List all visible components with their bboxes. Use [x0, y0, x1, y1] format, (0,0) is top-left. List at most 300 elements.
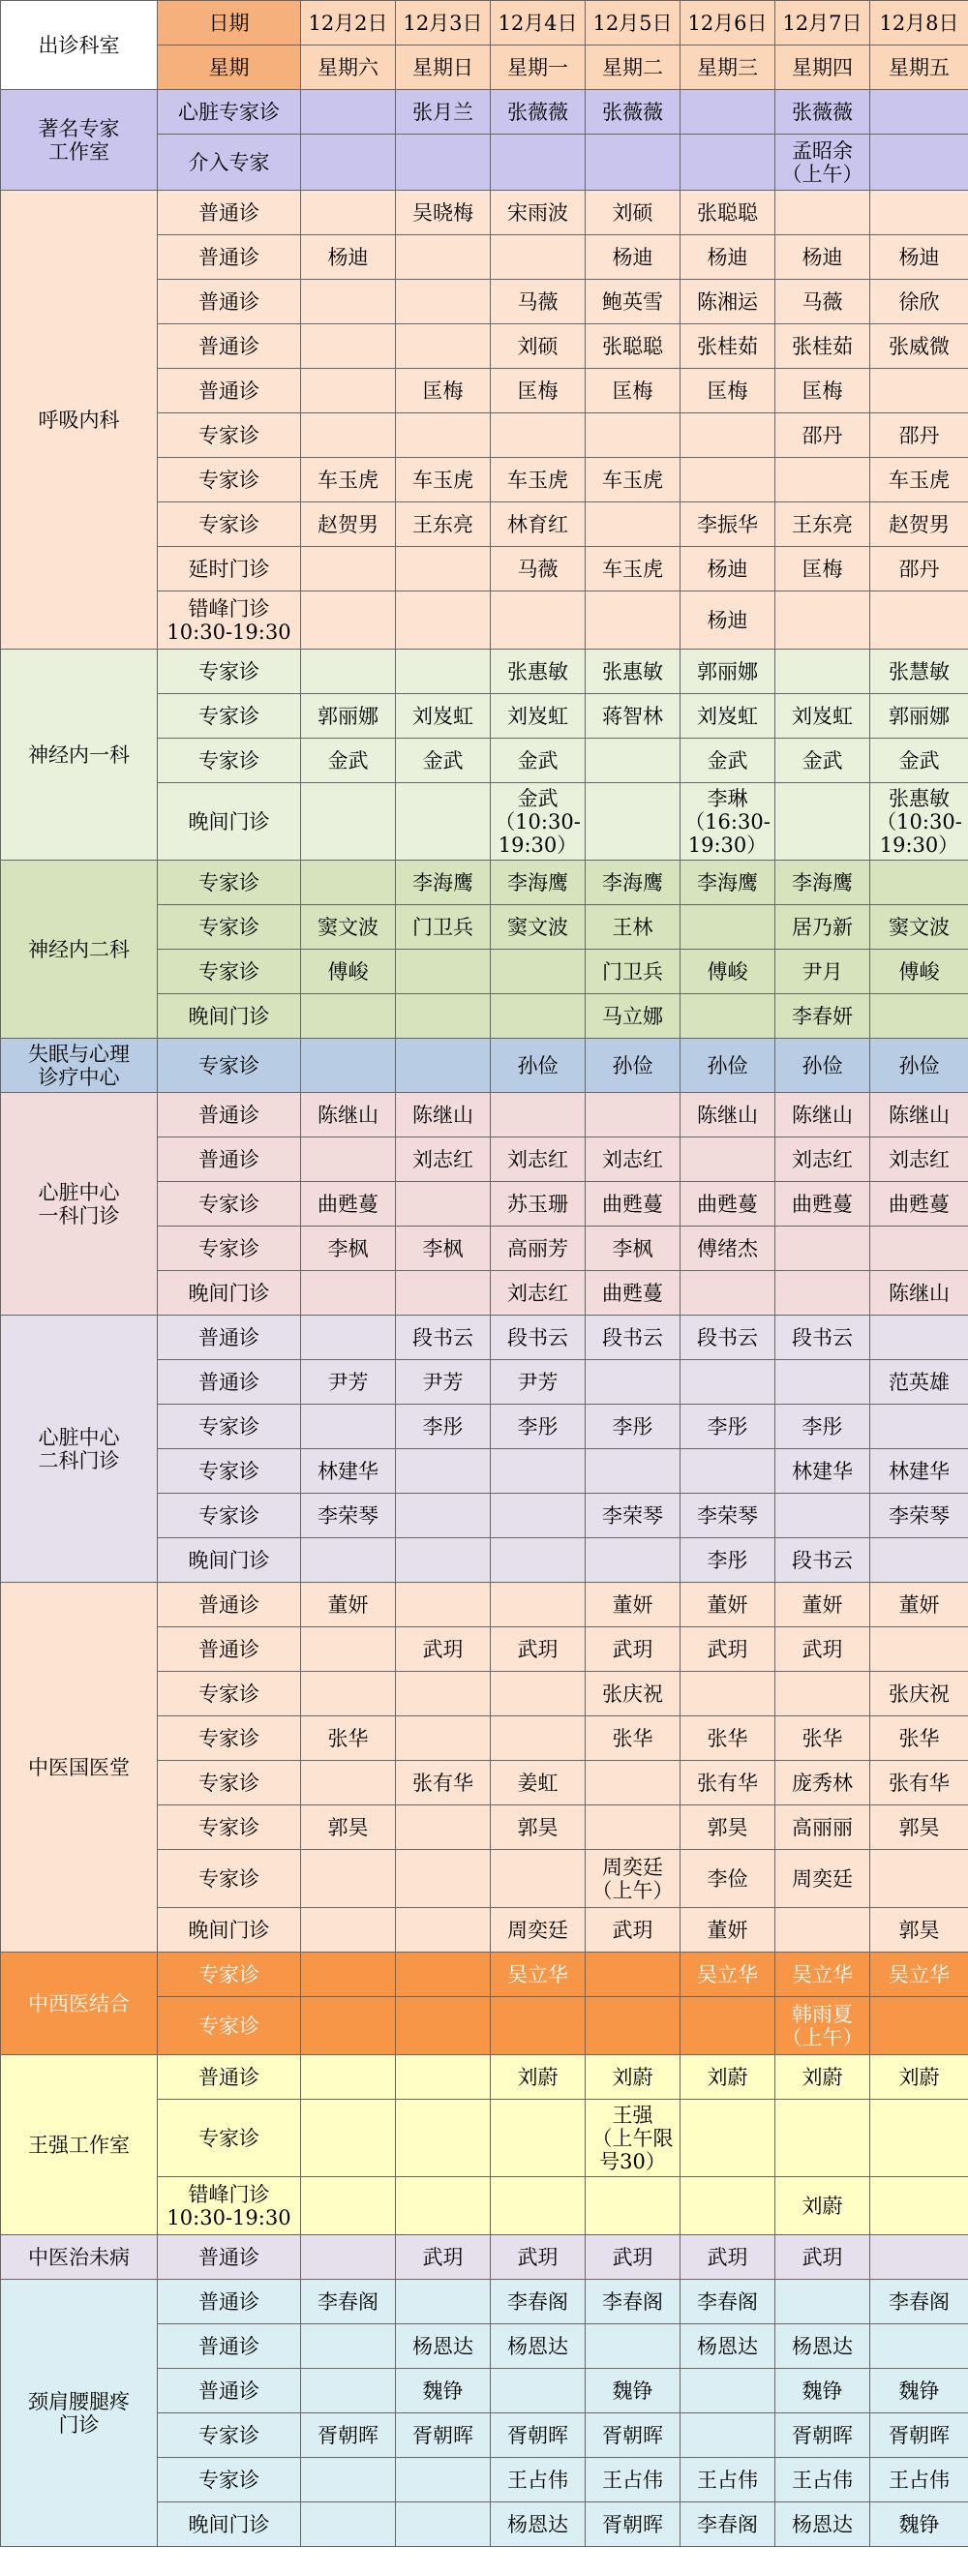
doctor-cell: 王林 — [586, 905, 681, 950]
doctor-cell — [870, 2100, 968, 2177]
doctor-cell: 李春阁 — [681, 2502, 775, 2547]
doctor-cell: 蒋智林 — [586, 694, 681, 739]
doctor-cell: 王占伟 — [586, 2458, 681, 2502]
doctor-cell — [870, 1316, 968, 1360]
schedule-row — [1, 1953, 968, 1997]
doctor-cell — [396, 2280, 491, 2324]
doctor-cell — [681, 2413, 775, 2458]
doctor-cell: 张薇薇 — [491, 90, 586, 135]
doctor-cell — [396, 135, 491, 191]
doctor-cell — [870, 2177, 968, 2235]
doctor-cell — [586, 783, 681, 861]
doctor-cell — [870, 1227, 968, 1271]
doctor-cell — [301, 1538, 396, 1583]
doctor-cell: 陈继山 — [681, 1093, 775, 1137]
doctor-cell — [775, 1227, 870, 1271]
date-cell: 12月2日 — [301, 1, 396, 45]
doctor-cell: 吴立华 — [491, 1953, 586, 1997]
doctor-cell: 李彤 — [396, 1405, 491, 1449]
clinic-type: 专家诊 — [158, 1039, 301, 1093]
doctor-cell: 刘蔚 — [870, 2055, 968, 2100]
department-name: 中医国医堂 — [1, 1583, 158, 1953]
doctor-cell: 庞秀林 — [775, 1761, 870, 1805]
doctor-cell: 刘蔚 — [491, 2055, 586, 2100]
clinic-type: 专家诊 — [158, 1672, 301, 1716]
schedule-row — [1, 1039, 968, 1093]
doctor-cell: 匡梅 — [681, 369, 775, 413]
doctor-cell — [491, 950, 586, 994]
weekday-label: 星期 — [158, 45, 301, 90]
doctor-cell — [491, 1583, 586, 1627]
doctor-cell: 车玉虎 — [870, 458, 968, 502]
doctor-cell: 孙俭 — [586, 1039, 681, 1093]
weekday-cell: 星期日 — [396, 45, 491, 90]
doctor-cell: 杨迪 — [870, 235, 968, 280]
doctor-cell — [396, 1953, 491, 1997]
doctor-cell — [870, 2324, 968, 2369]
doctor-cell: 匡梅 — [586, 369, 681, 413]
weekday-cell: 星期一 — [491, 45, 586, 90]
doctor-cell: 刘蔚 — [775, 2055, 870, 2100]
doctor-cell — [396, 950, 491, 994]
doctor-cell: 刘岌虹 — [681, 694, 775, 739]
doctor-cell: 鲍英雪 — [586, 280, 681, 324]
clinic-type: 专家诊 — [158, 950, 301, 994]
doctor-cell — [681, 2369, 775, 2413]
doctor-cell: 董妍 — [775, 1583, 870, 1627]
clinic-type: 普通诊 — [158, 1137, 301, 1182]
doctor-cell — [586, 1449, 681, 1494]
doctor-cell — [396, 2177, 491, 2235]
doctor-cell: 郭昊 — [301, 1805, 396, 1850]
doctor-cell: 郭昊 — [870, 1805, 968, 1850]
doctor-cell: 武玥 — [681, 1627, 775, 1672]
doctor-cell — [396, 280, 491, 324]
clinic-type: 专家诊 — [158, 1227, 301, 1271]
doctor-cell: 武玥 — [775, 1627, 870, 1672]
doctor-cell — [491, 1850, 586, 1908]
doctor-cell: 刘蔚 — [586, 2055, 681, 2100]
schedule-body — [1, 90, 968, 2547]
doctor-cell: 刘志红 — [491, 1271, 586, 1316]
doctor-cell: 刘蔚 — [775, 2177, 870, 2235]
clinic-type: 晚间门诊 — [158, 994, 301, 1039]
doctor-cell: 张薇薇 — [775, 90, 870, 135]
doctor-cell: 李荣琴 — [681, 1494, 775, 1538]
doctor-cell — [586, 135, 681, 191]
doctor-cell: 匡梅 — [491, 369, 586, 413]
doctor-cell: 胥朝晖 — [870, 2413, 968, 2458]
clinic-type: 专家诊 — [158, 1182, 301, 1227]
doctor-cell — [870, 861, 968, 905]
doctor-cell: 曲甦蔓 — [681, 1182, 775, 1227]
doctor-cell: 郭丽娜 — [681, 650, 775, 694]
doctor-cell: 王东亮 — [396, 502, 491, 547]
doctor-cell — [301, 1627, 396, 1672]
doctor-cell: 杨恩达 — [396, 2324, 491, 2369]
doctor-cell: 傅绪杰 — [681, 1227, 775, 1271]
doctor-cell — [491, 1716, 586, 1761]
doctor-cell — [870, 1538, 968, 1583]
doctor-cell: 段书云 — [586, 1316, 681, 1360]
doctor-cell — [775, 650, 870, 694]
clinic-type: 心脏专家诊 — [158, 90, 301, 135]
date-cell: 12月3日 — [396, 1, 491, 45]
doctor-cell: 张有华 — [870, 1761, 968, 1805]
doctor-cell — [870, 191, 968, 235]
clinic-type: 专家诊 — [158, 2100, 301, 2177]
doctor-cell — [491, 994, 586, 1039]
department-name: 神经内二科 — [1, 861, 158, 1039]
doctor-cell — [491, 413, 586, 458]
doctor-cell: 李彤 — [586, 1405, 681, 1449]
doctor-cell — [301, 2100, 396, 2177]
doctor-cell: 孙俭 — [681, 1039, 775, 1093]
doctor-cell — [301, 994, 396, 1039]
doctor-cell — [396, 1908, 491, 1953]
department-name: 神经内一科 — [1, 650, 158, 861]
doctor-cell: 杨迪 — [681, 591, 775, 650]
doctor-cell — [775, 591, 870, 650]
doctor-cell: 李海鹰 — [396, 861, 491, 905]
doctor-cell — [586, 2324, 681, 2369]
doctor-cell: 胥朝晖 — [396, 2413, 491, 2458]
doctor-cell: 尹芳 — [491, 1360, 586, 1405]
doctor-cell: 李枫 — [301, 1227, 396, 1271]
doctor-cell: 刘岌虹 — [775, 694, 870, 739]
clinic-type: 专家诊 — [158, 1716, 301, 1761]
doctor-cell: 曲甦蔓 — [775, 1182, 870, 1227]
doctor-cell: 李荣琴 — [586, 1494, 681, 1538]
doctor-cell: 孟昭余 （上午） — [775, 135, 870, 191]
doctor-cell: 孙俭 — [870, 1039, 968, 1093]
clinic-type: 普通诊 — [158, 1583, 301, 1627]
clinic-type: 专家诊 — [158, 2413, 301, 2458]
doctor-cell — [301, 2235, 396, 2280]
doctor-cell — [396, 413, 491, 458]
doctor-cell: 张惠敏 — [491, 650, 586, 694]
doctor-cell: 武玥 — [775, 2235, 870, 2280]
doctor-cell: 车玉虎 — [301, 458, 396, 502]
clinic-type: 专家诊 — [158, 1850, 301, 1908]
doctor-cell: 赵贺男 — [301, 502, 396, 547]
doctor-cell: 门卫兵 — [396, 905, 491, 950]
department-name: 呼吸内科 — [1, 191, 158, 650]
doctor-cell: 张慧敏 — [870, 650, 968, 694]
doctor-cell — [681, 1997, 775, 2055]
doctor-cell: 刘志红 — [870, 1137, 968, 1182]
doctor-cell: 陈继山 — [870, 1271, 968, 1316]
doctor-cell: 吴晓梅 — [396, 191, 491, 235]
doctor-cell — [775, 2280, 870, 2324]
clinic-type: 普通诊 — [158, 1627, 301, 1672]
doctor-cell: 傅峻 — [681, 950, 775, 994]
doctor-cell: 金武 — [301, 739, 396, 783]
doctor-cell: 张聪聪 — [586, 324, 681, 369]
weekday-cell: 星期六 — [301, 45, 396, 90]
doctor-cell — [870, 135, 968, 191]
clinic-type: 专家诊 — [158, 1494, 301, 1538]
doctor-cell — [301, 2177, 396, 2235]
doctor-cell: 李海鹰 — [681, 861, 775, 905]
doctor-cell: 张有华 — [396, 1761, 491, 1805]
schedule-row — [1, 191, 968, 235]
clinic-type: 专家诊 — [158, 458, 301, 502]
doctor-cell — [301, 547, 396, 591]
doctor-cell: 杨恩达 — [491, 2324, 586, 2369]
clinic-type: 普通诊 — [158, 2280, 301, 2324]
doctor-cell: 李彤 — [681, 1405, 775, 1449]
weekday-cell: 星期五 — [870, 45, 968, 90]
doctor-cell — [396, 2458, 491, 2502]
doctor-cell: 刘蔚 — [681, 2055, 775, 2100]
doctor-cell: 李春阁 — [491, 2280, 586, 2324]
doctor-cell — [396, 650, 491, 694]
doctor-cell: 刘岌虹 — [491, 694, 586, 739]
doctor-cell: 段书云 — [396, 1316, 491, 1360]
doctor-cell — [491, 1449, 586, 1494]
clinic-type: 晚间门诊 — [158, 1908, 301, 1953]
doctor-cell — [491, 135, 586, 191]
clinic-type: 专家诊 — [158, 1997, 301, 2055]
doctor-cell: 董妍 — [681, 1908, 775, 1953]
clinic-type: 普通诊 — [158, 191, 301, 235]
clinic-type: 普通诊 — [158, 1093, 301, 1137]
doctor-cell — [301, 591, 396, 650]
schedule-row — [1, 1583, 968, 1627]
department-name: 心脏中心 一科门诊 — [1, 1093, 158, 1316]
doctor-cell: 尹芳 — [301, 1360, 396, 1405]
date-label: 日期 — [158, 1, 301, 45]
doctor-cell — [301, 1271, 396, 1316]
doctor-cell: 孙俭 — [491, 1039, 586, 1093]
doctor-cell: 武玥 — [681, 2235, 775, 2280]
clinic-type: 普通诊 — [158, 2324, 301, 2369]
doctor-cell: 张有华 — [681, 1761, 775, 1805]
doctor-cell — [870, 1405, 968, 1449]
clinic-type: 普通诊 — [158, 280, 301, 324]
doctor-cell: 段书云 — [775, 1316, 870, 1360]
doctor-cell: 金武 — [681, 739, 775, 783]
clinic-type: 晚间门诊 — [158, 783, 301, 861]
doctor-cell — [775, 1908, 870, 1953]
doctor-cell: 段书云 — [775, 1538, 870, 1583]
clinic-type: 专家诊 — [158, 1953, 301, 1997]
weekday-cell: 星期三 — [681, 45, 775, 90]
doctor-cell — [301, 1850, 396, 1908]
clinic-type: 普通诊 — [158, 2055, 301, 2100]
doctor-cell: 武玥 — [491, 1627, 586, 1672]
doctor-cell: 杨迪 — [586, 235, 681, 280]
doctor-cell: 胥朝晖 — [301, 2413, 396, 2458]
doctor-cell: 杨恩达 — [681, 2324, 775, 2369]
doctor-cell: 张华 — [301, 1716, 396, 1761]
doctor-cell — [491, 2369, 586, 2413]
doctor-cell: 董妍 — [681, 1583, 775, 1627]
doctor-cell — [870, 1850, 968, 1908]
clinic-type: 延时门诊 — [158, 547, 301, 591]
doctor-cell — [681, 1360, 775, 1405]
doctor-cell — [396, 1271, 491, 1316]
clinic-type: 普通诊 — [158, 2369, 301, 2413]
doctor-cell — [870, 1997, 968, 2055]
doctor-cell: 杨恩达 — [775, 2502, 870, 2547]
doctor-cell: 金武 （10:30- 19:30） — [491, 783, 586, 861]
doctor-cell — [396, 547, 491, 591]
doctor-cell — [301, 90, 396, 135]
doctor-cell: 赵贺男 — [870, 502, 968, 547]
doctor-cell: 邵丹 — [775, 413, 870, 458]
doctor-cell: 刘志红 — [586, 1137, 681, 1182]
doctor-cell — [396, 591, 491, 650]
doctor-cell — [396, 1494, 491, 1538]
doctor-cell: 王占伟 — [491, 2458, 586, 2502]
doctor-cell: 王占伟 — [681, 2458, 775, 2502]
department-name: 中医治未病 — [1, 2235, 158, 2280]
doctor-cell — [301, 1672, 396, 1716]
doctor-cell — [396, 1997, 491, 2055]
doctor-cell: 张惠敏 — [586, 650, 681, 694]
doctor-cell — [301, 2458, 396, 2502]
doctor-cell: 居乃新 — [775, 905, 870, 950]
doctor-cell: 宋雨波 — [491, 191, 586, 235]
clinic-type: 普通诊 — [158, 235, 301, 280]
doctor-cell: 李春阁 — [301, 2280, 396, 2324]
doctor-cell: 郭昊 — [681, 1805, 775, 1850]
doctor-cell — [586, 1997, 681, 2055]
doctor-cell: 张聪聪 — [681, 191, 775, 235]
doctor-cell: 郭昊 — [491, 1805, 586, 1850]
doctor-cell — [301, 2502, 396, 2547]
doctor-cell: 窦文波 — [870, 905, 968, 950]
doctor-cell — [681, 905, 775, 950]
doctor-cell: 李海鹰 — [491, 861, 586, 905]
doctor-cell — [396, 1182, 491, 1227]
clinic-type: 普通诊 — [158, 369, 301, 413]
doctor-cell: 周奕廷 （上午） — [586, 1850, 681, 1908]
doctor-cell — [491, 1093, 586, 1137]
doctor-cell — [301, 369, 396, 413]
doctor-cell: 傅峻 — [301, 950, 396, 994]
date-cell: 12月5日 — [586, 1, 681, 45]
doctor-cell — [301, 1137, 396, 1182]
schedule-row — [1, 1093, 968, 1137]
doctor-cell: 张月兰 — [396, 90, 491, 135]
doctor-cell: 杨恩达 — [491, 2502, 586, 2547]
doctor-cell: 董妍 — [870, 1583, 968, 1627]
doctor-cell: 李春阁 — [870, 2280, 968, 2324]
doctor-cell: 段书云 — [491, 1316, 586, 1360]
doctor-cell — [491, 1494, 586, 1538]
doctor-cell: 李彤 — [775, 1405, 870, 1449]
doctor-cell — [775, 783, 870, 861]
doctor-cell — [396, 1672, 491, 1716]
doctor-cell: 尹芳 — [396, 1360, 491, 1405]
doctor-cell — [870, 591, 968, 650]
doctor-cell: 门卫兵 — [586, 950, 681, 994]
header-date-row — [1, 1, 968, 45]
doctor-cell: 王东亮 — [775, 502, 870, 547]
doctor-cell: 尹月 — [775, 950, 870, 994]
doctor-cell: 张桂茹 — [775, 324, 870, 369]
doctor-cell — [396, 2055, 491, 2100]
doctor-cell: 李荣琴 — [870, 1494, 968, 1538]
weekday-cell: 星期四 — [775, 45, 870, 90]
doctor-cell: 金武 — [396, 739, 491, 783]
doctor-cell: 李海鹰 — [775, 861, 870, 905]
doctor-cell — [491, 1538, 586, 1583]
doctor-cell: 刘硕 — [491, 324, 586, 369]
doctor-cell — [396, 324, 491, 369]
doctor-cell: 马薇 — [775, 280, 870, 324]
doctor-cell — [301, 191, 396, 235]
schedule-row — [1, 650, 968, 694]
clinic-type: 专家诊 — [158, 1449, 301, 1494]
doctor-cell — [301, 1953, 396, 1997]
doctor-cell — [870, 994, 968, 1039]
doctor-cell: 杨迪 — [775, 235, 870, 280]
doctor-cell: 刘志红 — [396, 1137, 491, 1182]
doctor-cell: 周奕廷 — [491, 1908, 586, 1953]
doctor-cell — [681, 2177, 775, 2235]
doctor-cell: 董妍 — [301, 1583, 396, 1627]
doctor-cell: 魏铮 — [775, 2369, 870, 2413]
clinic-type: 专家诊 — [158, 1405, 301, 1449]
doctor-cell — [586, 1953, 681, 1997]
clinic-type: 普通诊 — [158, 1316, 301, 1360]
doctor-cell — [586, 1761, 681, 1805]
doctor-cell: 曲甦蔓 — [586, 1182, 681, 1227]
doctor-cell: 魏铮 — [586, 2369, 681, 2413]
doctor-cell — [586, 1093, 681, 1137]
doctor-cell — [775, 1360, 870, 1405]
doctor-cell: 车玉虎 — [586, 547, 681, 591]
doctor-cell: 郭昊 — [870, 1908, 968, 1953]
clinic-type: 晚间门诊 — [158, 1538, 301, 1583]
doctor-cell: 孙俭 — [775, 1039, 870, 1093]
department-name: 失眠与心理 诊疗中心 — [1, 1039, 158, 1093]
doctor-cell: 刘志红 — [491, 1137, 586, 1182]
date-cell: 12月6日 — [681, 1, 775, 45]
doctor-cell — [396, 1449, 491, 1494]
doctor-cell: 金武 — [870, 739, 968, 783]
schedule-row — [1, 861, 968, 905]
doctor-cell: 林建华 — [301, 1449, 396, 1494]
doctor-cell: 魏铮 — [870, 2502, 968, 2547]
doctor-cell: 匡梅 — [396, 369, 491, 413]
clinic-type: 介入专家 — [158, 135, 301, 191]
doctor-cell: 高丽芳 — [491, 1227, 586, 1271]
doctor-cell: 杨迪 — [681, 547, 775, 591]
clinic-type: 普通诊 — [158, 1360, 301, 1405]
doctor-cell — [301, 1761, 396, 1805]
doctor-cell: 刘志红 — [775, 1137, 870, 1182]
clinic-type: 专家诊 — [158, 502, 301, 547]
doctor-cell — [681, 413, 775, 458]
doctor-cell — [301, 324, 396, 369]
doctor-cell — [870, 2235, 968, 2280]
doctor-cell: 车玉虎 — [491, 458, 586, 502]
doctor-cell — [586, 1360, 681, 1405]
doctor-cell: 魏铮 — [396, 2369, 491, 2413]
doctor-cell — [586, 739, 681, 783]
doctor-cell: 窦文波 — [301, 905, 396, 950]
doctor-cell: 段书云 — [681, 1316, 775, 1360]
doctor-cell — [586, 2177, 681, 2235]
doctor-cell — [301, 1039, 396, 1093]
doctor-cell: 周奕廷 — [775, 1850, 870, 1908]
clinic-type: 错峰门诊 10:30-19:30 — [158, 591, 301, 650]
